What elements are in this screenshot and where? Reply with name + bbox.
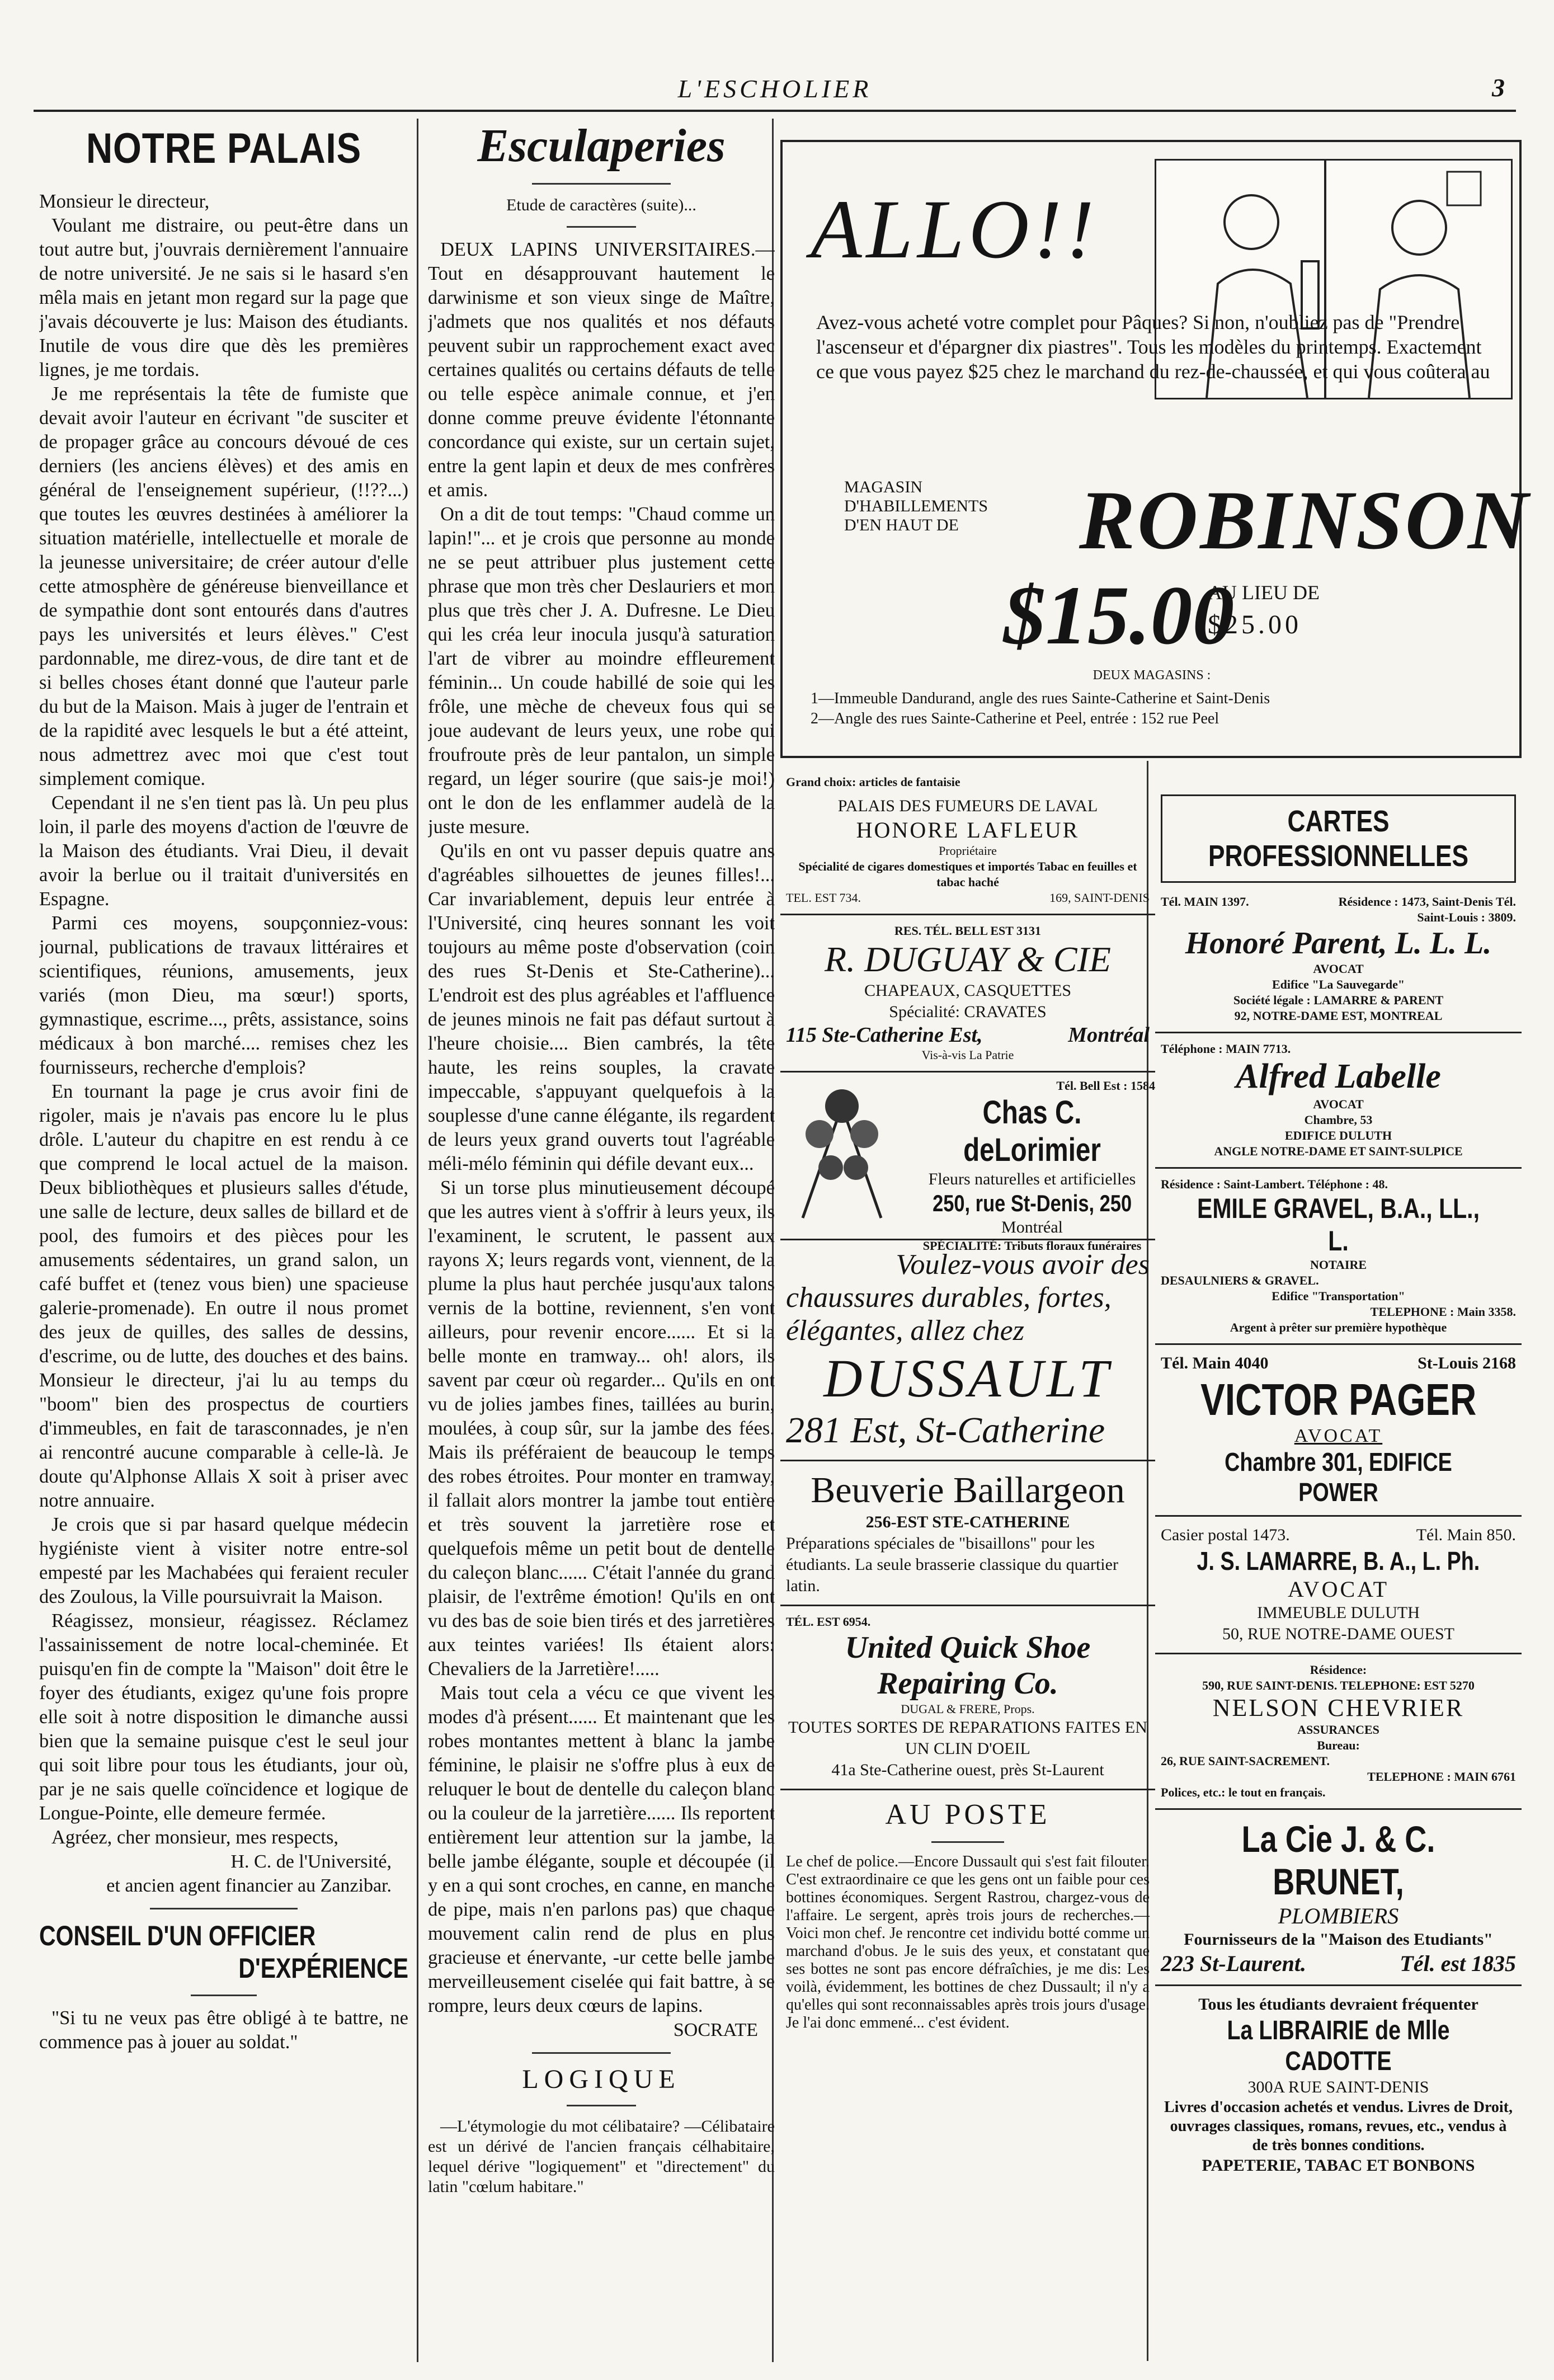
ad-line: CHAPEAUX, CASQUETTES [864, 981, 1072, 1000]
ad-line: St-Louis 2168 [1418, 1354, 1516, 1372]
ad-line: Casier postal 1473. [1161, 1526, 1290, 1544]
ad-line: AVOCAT [1313, 1097, 1364, 1111]
ad-line: Spécialité: CRAVATES [889, 1003, 1047, 1021]
ad-magasin: MAGASIN D'HABILLEMENTS D'EN HAUT DE [844, 478, 988, 534]
ad-line: AVOCAT [1287, 1577, 1390, 1602]
card-honore-parent [1155, 886, 1522, 1033]
divider [191, 1995, 257, 1996]
divider [150, 1908, 298, 1909]
ad-line: Beuverie Baillargeon [811, 1470, 1125, 1511]
article-title-logique: LOGIQUE [522, 2064, 681, 2094]
ad-line: Edifice "Transportation" [1272, 1289, 1405, 1303]
ad-line: Edifice "La Sauvegarde" [1272, 977, 1405, 991]
ad-line: Honoré Parent, L. L. L. [1185, 926, 1492, 961]
ad-line: 590, RUE SAINT-DENIS. TELEPHONE: EST 5270 [1202, 1678, 1475, 1692]
ad-line: La LIBRAIRIE de Mlle CADOTTE [1227, 2016, 1450, 2076]
ad-line: ASSURANCES [1297, 1723, 1379, 1737]
ad-line: Résidence : Saint-Lambert. Téléphone : 48. [1161, 1177, 1388, 1191]
ad-line: Téléphone : MAIN 7713. [1161, 1042, 1291, 1056]
ad-line: Argent à prêter sur première hypothèque [1230, 1320, 1447, 1334]
ad-line: DUSSAULT [823, 1348, 1112, 1408]
ad-line: RES. TÉL. BELL EST 3131 [894, 924, 1042, 938]
ad-line: TELEPHONE : MAIN 6761 [1367, 1770, 1516, 1784]
ad-line: Tél. Main 850. [1416, 1526, 1516, 1544]
ad-price: $15.00 [1004, 569, 1235, 662]
article-au-poste [780, 1790, 1155, 2040]
ad-united-quick-shoe [780, 1606, 1155, 1790]
article-title-au-poste: AU POSTE [885, 1799, 1051, 1831]
signature: SOCRATE [673, 2020, 758, 2040]
paragraph: Si un torse plus minutieusement découpé que les autres vient à s'offrir à leurs yeux, ils l'examinent, le scrutent, le passent aux rayons X; leurs regards vont, viennent, de la plume la plus haut perchée jusqu'aux talons vernis de la bottine, reviennent, s'en vont ailleurs, pour revenir encore...... Et si la belle monte en tramway... oh! alors, ils savent par cœur où regarder... Qu'ils en ont vu de jolies jambes fines, taillées au burin, moulées, à coup sûr, sur la jambe des fées. Mais ils préféraient de beaucoup le temps des robes étroites. Pour monter en tramway, il fallait alors montrer la jambe tout entière et très souvent la jarretière rose et quelquefois même un petit bout de dentelle du caleçon blanc...... C'était l'année du grand plaisir, de l'extrême émotion! Qu'ils en ont vu des bas de soie bien tirés et des jarretières aux teintes variées! Ils étaient alors: Chevaliers de la Jarretière!..... [428, 1177, 775, 1680]
divider [532, 183, 671, 185]
ad-line: TOUTES SORTES DE REPARATIONS FAITES EN UN CLIN D'OEIL [788, 1718, 1147, 1758]
paragraph: En tournant la page je crus avoir fini de rigoler, mais je n'avais pas encore lu le plus drôle. L'auteur du chapitre en est rendu à ce que comprend le local actuel de la maison. Deux bibliothèques et plusieurs salles d'étude, une salle de lecture, deux salles de billard et de pool, des fumoirs et des pièces pour les amusements sédentaires, un grand salon, un café buffet et (tenez vous bien) une spacieuse galerie-promenade). En outre il nous promet des jeux de quilles, des salles de dessins, d'escrime, ou de lutte, des douches et des bains. Monsieur le directeur, j'ai lu au temps du "boom" bien des prospectus de courtiers d'immeubles, en fait de tarasconnades, je n'en ai rencontré aucune comparable à celle-là. Je doute qu'Alphonse Allais X soit à priser avec notre annuaire. [39, 1081, 408, 1511]
ad-line: 50, RUE NOTRE-DAME OUEST [1222, 1625, 1454, 1643]
ad-line: Chambre, 53 [1304, 1113, 1373, 1127]
column-rule [417, 119, 418, 2362]
ad-line: 256-EST STE-CATHERINE [865, 1513, 1070, 1531]
paragraph: Réagissez, monsieur, réagissez. Réclamez l'assainissement de notre local-cheminée. Et puisqu'en fin de compte la "Maison" doit être le foyer des étudiants, exigez qu'une fois propre elle soit à notre disposition le dimanche aussi bien que la semaine puisque c'est le seul jour qui soit libre pour tous les étudiants, jour où, par je ne sais quelle coïncidence et logique de Longue-Pointe, elle demeure fermée. [39, 1610, 408, 1824]
ad-headline: ALLO!! [811, 183, 1099, 276]
ad-line: R. DUGUAY & CIE [825, 939, 1111, 979]
masthead [34, 67, 1516, 112]
ad-line: Tél. MAIN 1397. [1161, 895, 1249, 909]
paragraph: DEUX LAPINS UNIVERSITAIRES.—Tout en désapprouvant hautement le darwinisme et son vieux singe de Maître, j'admets que nos qualités et nos défauts peuvent subir un rapprochement exact avec certaines qualités ou certains défauts de telle ou telle espèce animale connue, et j'en donne comme preuve évidente l'étonnante concordance qui existe, sur un certain sujet, entre la gent lapin et deux de mes confrères et amis. [428, 239, 775, 501]
ad-line: United Quick Shoe Repairing Co. [845, 1630, 1091, 1701]
ad-line: NOTAIRE [1310, 1258, 1367, 1272]
divider [931, 1841, 1004, 1843]
ad-line: 223 St-Laurent. [1161, 1951, 1307, 1976]
paragraph: Qu'ils en ont vu passer depuis quatre ans d'agréables silhouettes de jeunes filles!... Car invariablement, depuis leur entrée à l'Université, cinq heures sonnant les voit toujours au même poste d'observation (coin des rues St-Denis et Ste-Catherine)... L'endroit est des plus agréables et l'affluence de jeunes minois ne fait pas défaut surtout à l'heure choisie.... Bien cambrés, la tête haute, les reins souples, la cravate impeccable, s'appuyant quelquefois à la souplesse d'une canne élégante, ils regardent de leurs yeux grand ouverts tout l'agréable méli-mélo féminin qui défile devant eux... [428, 840, 775, 1174]
ad-palais-fumeurs [780, 766, 1155, 915]
column-esculaperies [428, 119, 775, 2362]
salutation: Monsieur le directeur, [39, 191, 210, 212]
article-title-conseil-2: D'EXPÉRIENCE [238, 1953, 408, 1984]
divider [567, 2105, 636, 2106]
ad-line: HONORE LAFLEUR [856, 817, 1080, 843]
column-cartes-professionnelles [1155, 794, 1522, 2361]
robinson-advertisement [780, 140, 1531, 758]
ad-line: Fleurs naturelles et artificielles [928, 1170, 1136, 1188]
ad-line: 92, NOTRE-DAME EST, MONTREAL [1234, 1009, 1443, 1023]
divider [567, 226, 636, 228]
ad-line: AVOCAT [1294, 1426, 1383, 1446]
paragraph: Agréez, cher monsieur, mes respects, [51, 1827, 339, 1848]
ad-line: 281 Est, St-Catherine [786, 1410, 1105, 1451]
journal-title: L'ESCHOLIER [677, 74, 872, 103]
ad-line: IMMEUBLE DULUTH [1257, 1603, 1420, 1622]
column-notre-palais [39, 119, 408, 2362]
cartes-title [1161, 794, 1516, 883]
ad-old-price: $25.00 [1208, 610, 1302, 639]
ad-text: Avez-vous acheté votre complet pour Pâques? Si non, n'oubliez pas de "Prendre l'ascenseur et d'épargner dix piastres". Tous les modèles du printemps. Exactement ce que vous payez $25 chez le marchand du rez-de-chaussée, et qui vous coûtera au [816, 311, 1490, 383]
ad-line: NELSON CHEVRIER [1212, 1694, 1464, 1721]
paragraph: Je crois que si par hasard quelque médecin hygiéniste vient à visiter notre entre-sol empesté par les Machabées qui feraient reculer des Zoulous, la Ville poursuivrait la Maison. [39, 1514, 408, 1607]
paragraph: "Si tu ne veux pas être obligé à te battre, ne commence pas à jouer au soldat." [39, 2007, 408, 2053]
ad-line: ANGLE NOTRE-DAME ET SAINT-SULPICE [1214, 1144, 1463, 1158]
ad-line: Chas C. deLorimier [963, 1094, 1101, 1168]
paragraph: Le chef de police.—Encore Dussault qui s'est fait filouter. C'est extraordinaire ce que les gens ont un faible pour ces bottines économiques. Sergent Rastrou, chargez-vous de l'affaire. Le sergent, après trois jours de recherches.—Voici mon chef. Je rencontre cet individu botté comme un marchand d'obus. Je le suis des yeux, et constatant que ses bottes ne sont pas encore défraîchies, je me dis: Les voilà, évidemment, les bottines de chez Dussault; il n'y a qu'elles qui sont reconnaissables après trois jours d'usage. Je l'ai donc emmené... c'est évident. [786, 1853, 1150, 2031]
ad-line: Vis-à-vis La Patrie [921, 1048, 1014, 1062]
ad-address-2: 2—Angle des rues Sainte-Catherine et Peel, entrée : 152 rue Peel [811, 710, 1219, 727]
ad-line: Spécialité de cigares domestiques et importés Tabac en feuilles et tabac haché [798, 859, 1137, 889]
ad-line: Résidence : 1473, Saint-Denis Tél. Saint-Louis : 3809. [1338, 895, 1516, 924]
card-lamarre [1155, 1517, 1522, 1654]
paragraph: Je me représentais la tête de fumiste que devait avoir l'auteur en écrivant "de susciter et de propager grâce au concours dévoué de ces derniers (les anciens élèves) et des amis en général de l'enseignement supérieur, (!!??...) que toutes les œuvres destinées à améliorer la situation matérielle, intellectuelle et morale de la jeunesse universitaire; de créer autour d'elle cette atmosphère de généreuse bienveillance et de sympathie dont sont entourés dans d'autres pays les universités et leurs élèves." C'est pardonnable, me direz-vous, de dire tant et de si belles choses étant donné que l'auteur parle du but de la Maison. Mais à juger de l'entrain et de la rapidité avec lesquels le but a été atteint, nous admettrez avec moi que c'est tout simplement comique. [39, 383, 408, 789]
page-number: 3 [1492, 73, 1505, 102]
ad-line: TÉL. EST 6954. [786, 1615, 871, 1629]
card-emile-gravel [1155, 1169, 1522, 1345]
paragraph: On a dit de tout temps: "Chaud comme un lapin!"... et je crois que personne au monde ne se peut attribuer plus justement cette phrase que mon très cher Deslauriers et mon plus que très cher J. A. Dufresne. Le Dieu qui les créa leur inocula jusqu'à saturation l'art de vibrer au moindre effleurement féminin... Un coude habillé de soie qui les frôle, une mèche de cheveux fous qui se joue audevant de leurs yeux, une robe qui froufroute près de leur pantalon, un simple regard, un léger sourire (que sais-je moi!) ont le don de les enflammer audelà de la juste mesure. [428, 504, 775, 838]
ad-line: Livres d'occasion achetés et vendus. Livres de Droit, ouvrages classiques, romans, revues, etc., vendus à de très bonnes conditions. [1164, 2099, 1513, 2154]
ad-beuverie [780, 1461, 1155, 1606]
ad-brand: ROBINSON [1079, 474, 1531, 567]
ad-line: 115 Ste-Catherine Est, [786, 1023, 983, 1047]
ad-line: Montréal [1001, 1218, 1063, 1236]
ad-line: DUGAL & FRERE, Props. [901, 1702, 1035, 1716]
flower-basket-icon [786, 1084, 898, 1224]
ad-line: élégantes, allez chez [786, 1315, 1024, 1347]
ad-line: VICTOR PAGER [1200, 1375, 1477, 1424]
ad-line: AVOCAT [1313, 962, 1364, 976]
ad-line: Tous les étudiants devraient fréquenter [1198, 1995, 1478, 2014]
ad-line: Fournisseurs de la "Maison des Etudiants" [1184, 1930, 1493, 1949]
ad-line: Résidence: [1310, 1663, 1367, 1677]
ad-lorimier [780, 1073, 1155, 1253]
ad-line: Bureau: [1317, 1738, 1360, 1752]
ad-line: Chambre 301, EDIFICE POWER [1225, 1447, 1452, 1507]
ad-line: TEL. EST 734. [786, 891, 861, 905]
ad-line: 169, SAINT-DENIS [1049, 891, 1150, 905]
paragraph: Mais tout cela a vécu ce que vivent les modes d'à présent...... Et maintenant que les robes montantes mettent à blanc la jambe féminine, le plaisir ne s'offre plus à eux de reluquer le bout de dentelle du caleçon blanc ou la couleur de la jarretière...... Ils reportent entièrement leur attention sur la jambe, la belle jambe élégante, souple et découpée (il y en a qui sont croches, en canne, en manche de pipe, mais n'en parlons pas) que chaque mouvement calin rend de plus en plus gracieuse et énervante, -ur cette belle jambe merveilleusement ciselée qui fait battre, à se rompre, leurs deux cœurs de lapins. [428, 1682, 775, 2016]
ad-line: TELEPHONE : Main 3358. [1370, 1305, 1516, 1319]
ad-line: Tél. Main 4040 [1161, 1354, 1269, 1372]
ad-line: Grand choix: articles de fantaisie [786, 775, 960, 789]
ad-line: Tél. est 1835 [1400, 1951, 1516, 1976]
ad-address-1: 1—Immeuble Dandurand, angle des rues Sainte-Catherine et Saint-Denis [811, 690, 1270, 707]
ad-line: Polices, etc.: le tout en français. [1161, 1785, 1326, 1799]
ad-line: J. S. LAMARRE, B. A., L. Ph. [1197, 1546, 1480, 1575]
ad-line: SPÉCIALITÉ: Tributs floraux funéraires [922, 1239, 1142, 1253]
ad-line: Propriétaire [939, 844, 997, 858]
ad-line: Alfred Labelle [1236, 1057, 1441, 1095]
ad-line: 250, rue St-Denis, 250 [932, 1190, 1132, 1216]
ad-line: EDIFICE DULUTH [1284, 1128, 1392, 1142]
card-brunet [1155, 1810, 1522, 1986]
column-ads-3 [780, 766, 1155, 2361]
paragraph: Voulant me distraire, ou peut-être dans un tout autre but, j'ouvrais dernièrement l'annuaire de notre université. Je ne sais si le hasard s'en mêla mais en jetant mon regard sur la page que j'avais découverte je lus: Maison des étudiants. Inutile de vous dire que dès les premières lignes, je me tordais. [39, 215, 408, 380]
card-alfred-labelle [1155, 1033, 1522, 1169]
ad-line: chaussures durables, fortes, [786, 1282, 1112, 1314]
ad-line: PALAIS DES FUMEURS DE LAVAL [837, 797, 1098, 815]
ad-line: PLOMBIERS [1278, 1903, 1399, 1929]
paragraph: —L'étymologie du mot célibataire? —Célibataire est un dérivé de l'ancien français célhabitaire, lequel dérive "logiquement" et "directement" du latin "cœlum habitare." [428, 2117, 775, 2196]
article-title-notre-palais: NOTRE PALAIS [86, 125, 362, 172]
ad-line: Montréal [1068, 1023, 1150, 1047]
article-title-conseil: CONSEIL D'UN OFFICIER [39, 1920, 316, 1951]
section-title: CARTES PROFESSIONNELLES [1208, 805, 1469, 873]
article-title-esculaperies: Esculaperies [477, 120, 726, 172]
signature: et ancien agent financier au Zanzibar. [106, 1875, 392, 1896]
ad-line: 26, RUE SAINT-SACREMENT. [1161, 1754, 1330, 1768]
paragraph: Cependant il ne s'en tient pas là. Un peu plus loin, il parle des moyens d'action de l'œuvre de la Maison des étudiants. Vrai Dieu, il devait avoir la berlue ou il traitait d'universités en Espagne. [39, 792, 408, 910]
ad-au-lieu: AU LIEU DE [1208, 581, 1320, 604]
card-victor-pager [1155, 1345, 1522, 1517]
ad-duguay [780, 915, 1155, 1073]
divider [532, 2052, 671, 2054]
ad-line: DESAULNIERS & GRAVEL. [1161, 1273, 1319, 1287]
ad-line: EMILE GRAVEL, B.A., LL., L. [1197, 1193, 1480, 1257]
card-cadotte [1155, 1986, 1522, 2184]
card-nelson-chevrier [1155, 1654, 1522, 1810]
ad-line: Voulez-vous avoir des [896, 1249, 1150, 1281]
subtitle: Etude de caractères (suite)... [506, 196, 696, 214]
ad-deux: DEUX MAGASINS : [1092, 668, 1211, 683]
ad-line: 41a Ste-Catherine ouest, près St-Laurent [831, 1761, 1104, 1779]
ad-line: La Cie J. & C. BRUNET, [1241, 1818, 1435, 1902]
signature: H. C. de l'Université, [230, 1851, 392, 1872]
ad-line: Société légale : LAMARRE & PARENT [1233, 993, 1444, 1007]
ad-dussault [780, 1240, 1155, 1461]
ad-line: Tél. Bell Est : 1584 [1056, 1079, 1155, 1093]
ad-line: Préparations spéciales de "bisaillons" pour les étudiants. La seule brasserie classique du quartier latin. [786, 1534, 1118, 1595]
ad-line: PAPETERIE, TABAC ET BONBONS [1202, 2156, 1475, 2175]
paragraph: Parmi ces moyens, soupçonniez-vous: journal, publications de travaux littéraires et scientifiques, réunions, amusements, jeux variés (mon Dieu, ma sœur!) sports, gymnastique, escrime..., prêts, assistance, soins médicaux à bon marché.... remises chez les fournisseurs, recherche d'emplois? [39, 913, 408, 1078]
ad-line: 300A RUE SAINT-DENIS [1247, 2078, 1429, 2096]
